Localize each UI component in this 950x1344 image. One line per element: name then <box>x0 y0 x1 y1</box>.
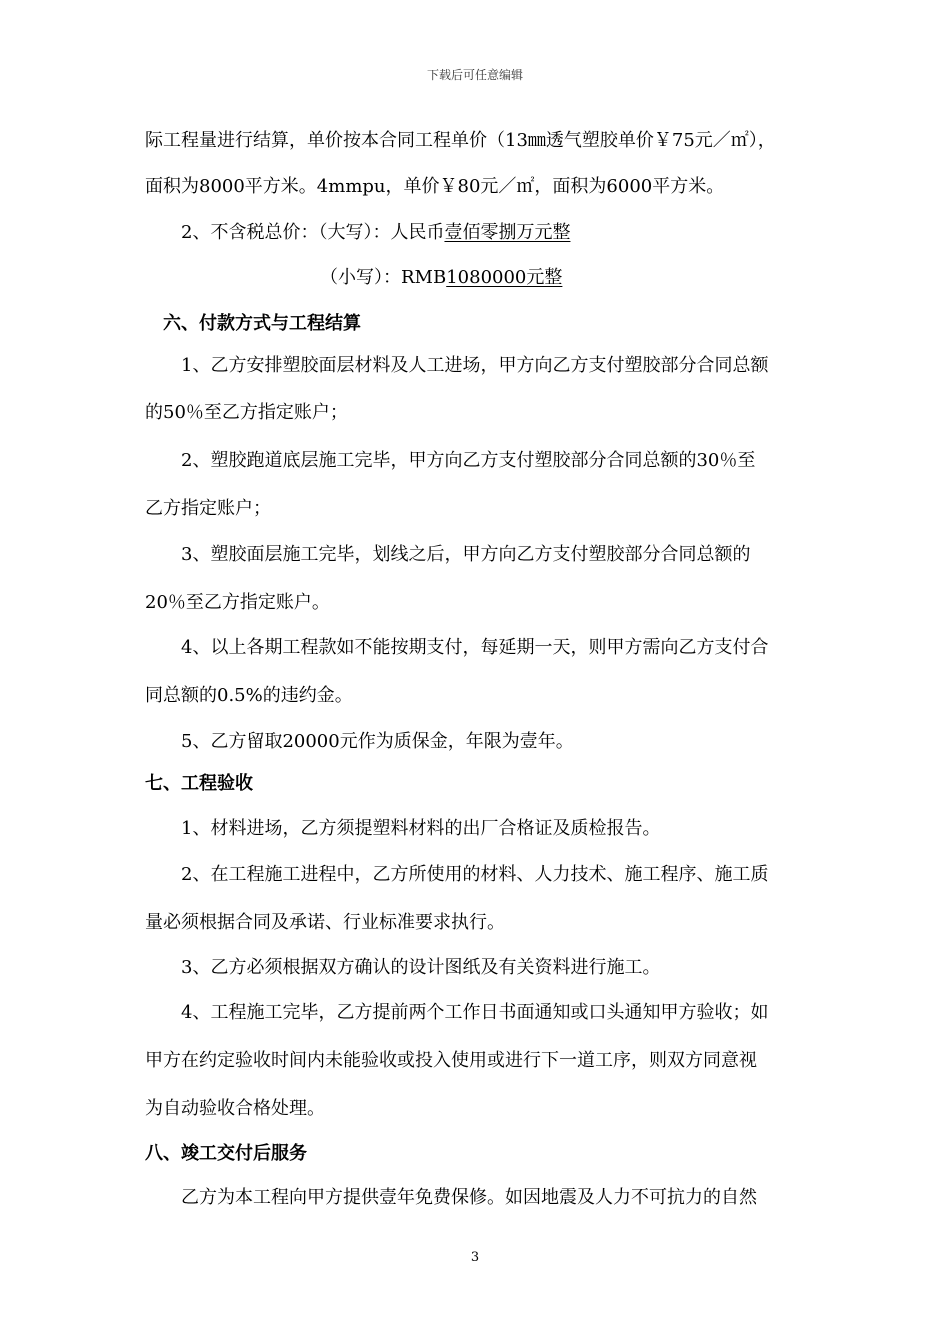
page-number: 3 <box>470 1250 480 1265</box>
section-heading-8: 八、竣工交付后服务 <box>145 1143 307 1164</box>
text-line: 为自动验收合格处理。 <box>145 1098 325 1119</box>
text-line: 5、乙方留取20000元作为质保金，年限为壹年。 <box>181 731 574 752</box>
text-line: 4、以上各期工程款如不能按期支付，每延期一天，则甲方需向乙方支付合 <box>181 637 769 658</box>
text-line: 际工程量进行结算，单价按本合同工程单价（13㎜透气塑胶单价￥75元／㎡）， <box>145 130 776 151</box>
text-line: 同总额的0.5%的违约金。 <box>145 685 353 706</box>
text-line: 3、乙方必须根据双方确认的设计图纸及有关资料进行施工。 <box>181 957 661 978</box>
label: （小写）：RMB <box>320 267 447 288</box>
price-in-words: 壹佰零捌万元整 <box>444 222 571 243</box>
section-heading-6: 六、付款方式与工程结算 <box>163 313 361 334</box>
text-line: 量必须根据合同及承诺、行业标准要求执行。 <box>145 912 505 933</box>
text-line: 1、乙方安排塑胶面层材料及人工进场，甲方向乙方支付塑胶部分合同总额 <box>181 355 769 376</box>
page-header: 下载后可任意编辑 <box>426 68 523 82</box>
text-line: 20％至乙方指定账户。 <box>145 592 330 613</box>
text-line: 4、工程施工完毕，乙方提前两个工作日书面通知或口头通知甲方验收；如 <box>181 1002 769 1023</box>
text-line: 1、材料进场，乙方须提塑料材料的出厂合格证及质检报告。 <box>181 818 661 839</box>
text-line: 乙方指定账户； <box>145 498 271 519</box>
text-line: 2、塑胶跑道底层施工完毕，甲方向乙方支付塑胶部分合同总额的30％至 <box>181 450 756 471</box>
text-line: 3、塑胶面层施工完毕，划线之后，甲方向乙方支付塑胶部分合同总额的 <box>181 544 751 565</box>
text-line: 面积为8000平方米。4mmpu，单价￥80元／㎡，面积为6000平方米。 <box>145 176 725 197</box>
section-heading-7: 七、工程验收 <box>145 773 253 794</box>
price-in-figures: 1080000元整 <box>446 267 563 288</box>
text-line: 的50％至乙方指定账户； <box>145 402 348 423</box>
text-line: 甲方在约定验收时间内未能验收或投入使用或进行下一道工序，则双方同意视 <box>145 1050 757 1071</box>
total-price-words-line <box>181 220 570 246</box>
text-line: 乙方为本工程向甲方提供壹年免费保修。如因地震及人力不可抗力的自然 <box>181 1187 757 1208</box>
text-line: 2、在工程施工进程中，乙方所使用的材料、人力技术、施工程序、施工质 <box>181 864 769 885</box>
total-price-figures-line <box>320 265 562 291</box>
label: 2、不含税总价：（大写）：人民币 <box>181 222 445 243</box>
